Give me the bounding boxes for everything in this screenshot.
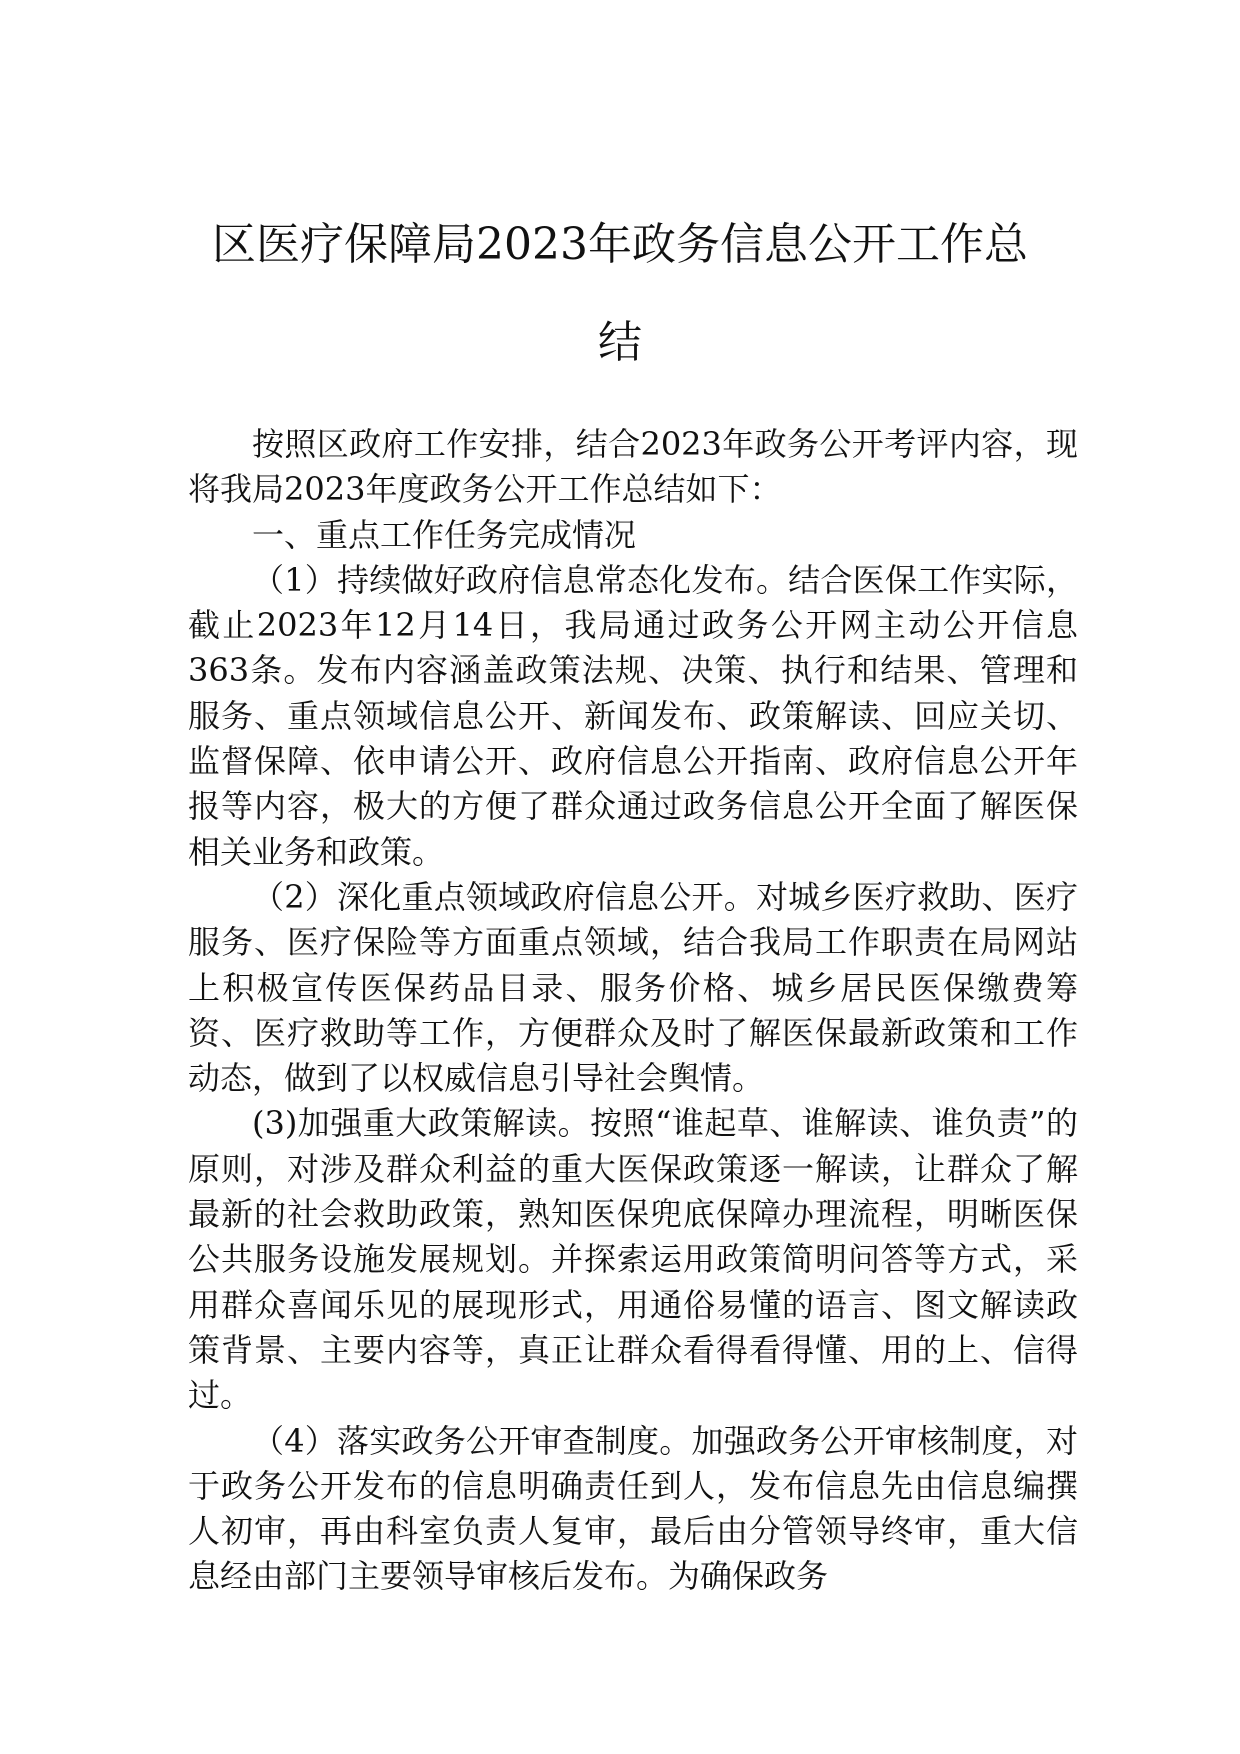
paragraph-item-4: （4）落实政务公开审查制度。加强政务公开审核制度，对于政务公开发布的信息明确责任到人，发布信息先由信息编撰人初审，再由科室负责人复审，最后由分管领导终审，重大信息经由部门主要领导审核后发布。为确保政务: [188, 1421, 1078, 1596]
paragraph-item-2: （2）深化重点领域政府信息公开。对城乡医疗救助、医疗服务、医疗保险等方面重点领域，结合我局工作职责在局网站上积极宣传医保药品目录、服务价格、城乡居民医保缴费筹资、医疗救助等工作，方便群众及时了解医保最新政策和工作动态，做到了以权威信息引导社会舆情。: [188, 877, 1078, 1098]
paragraph-item-1: （1）持续做好政府信息常态化发布。结合医保工作实际，截止2023年12月14日，我局通过政务公开网主动公开信息363条。发布内容涵盖政策法规、决策、执行和结果、管理和服务、重点领域信息公开、新闻发布、政策解读、回应关切、监督保障、依申请公开、政府信息公开指南、政府信息公开年报等内容，极大的方便了群众通过政务信息公开全面了解医保相关业务和政策。: [188, 560, 1078, 871]
intro-paragraph: 按照区政府工作安排，结合2023年政务公开考评内容，现将我局2023年度政务公开工作总结如下：: [188, 425, 1078, 509]
document-title: [150, 196, 1090, 392]
document-body: [188, 422, 1078, 1600]
title-line-1: 区医疗保障局2023年政务信息公开工作总: [212, 219, 1028, 270]
paragraph-item-3: (3)加强重大政策解读。按照“谁起草、谁解读、谁负责”的原则，对涉及群众利益的重大医保政策逐一解读，让群众了解最新的社会救助政策，熟知医保兜底保障办理流程，明晰医保公共服务设施发展规划。并探索运用政策简明问答等方式，采用群众喜闻乐见的展现形式，用通俗易懂的语言、图文解读政策背景、主要内容等，真正让群众看得看得懂、用的上、信得过。: [188, 1104, 1078, 1415]
section-heading: 一、重点工作任务完成情况: [252, 515, 637, 554]
title-line-2: 结: [598, 317, 642, 368]
